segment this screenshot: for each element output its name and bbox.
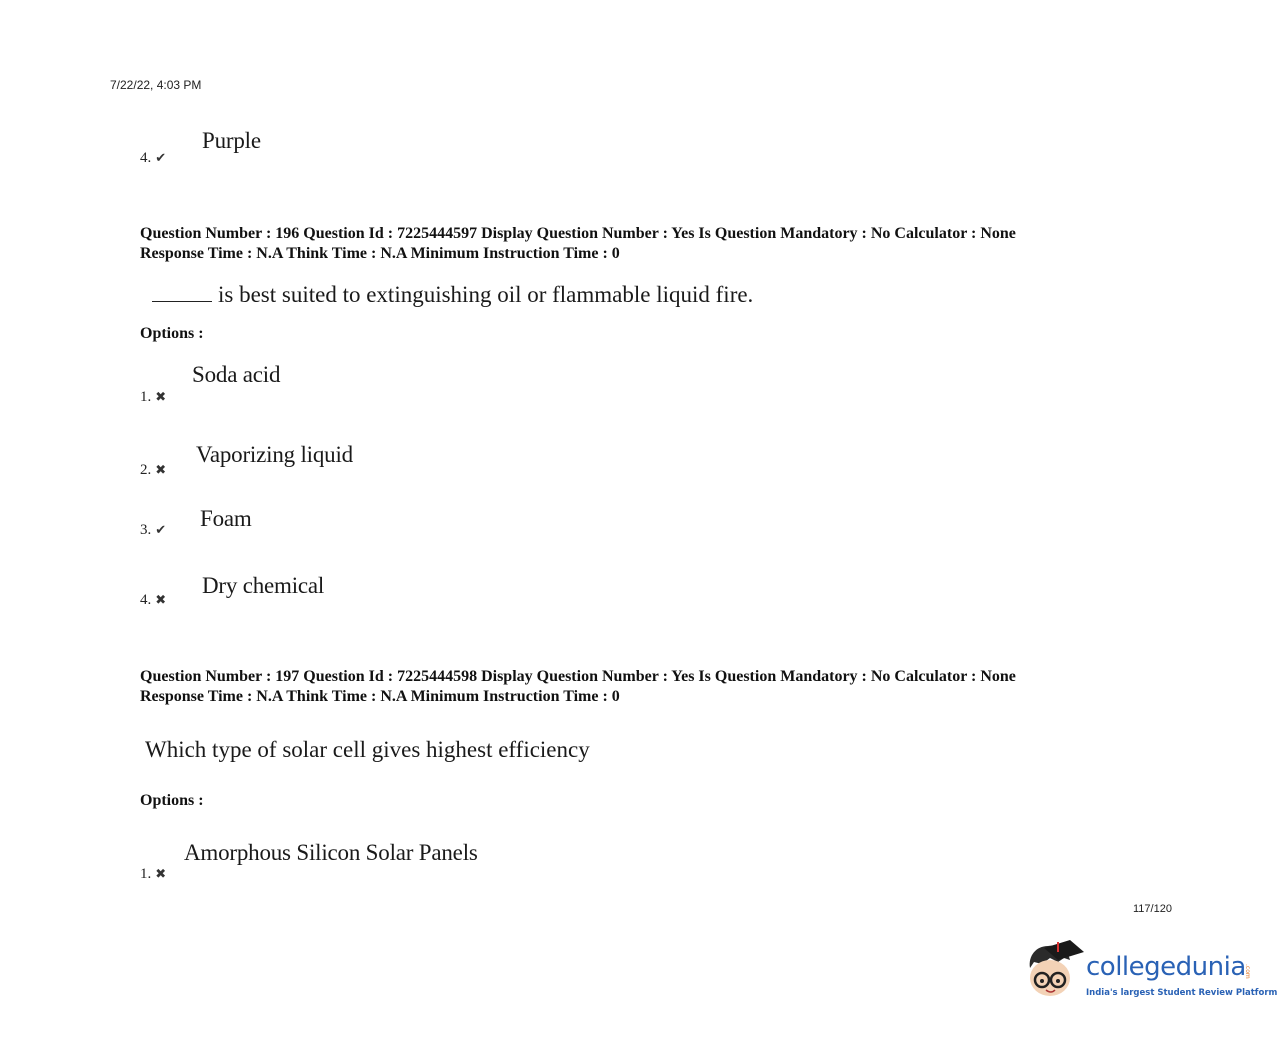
question-meta-line: Response Time : N.A Think Time : N.A Minimum Instruction Time : 0 bbox=[140, 688, 620, 705]
fill-blank bbox=[152, 283, 212, 302]
option-number bbox=[140, 866, 166, 883]
option-index: 2. bbox=[140, 462, 152, 478]
page-number: 117/120 bbox=[1133, 903, 1172, 915]
option-number bbox=[140, 592, 166, 609]
question-text: is best suited to extinguishing oil or flammable liquid fire. bbox=[218, 282, 754, 307]
option-index: 4. bbox=[140, 592, 152, 608]
question-meta-196 bbox=[140, 224, 1016, 264]
mascot-icon bbox=[1024, 938, 1086, 1008]
print-timestamp: 7/22/22, 4:03 PM bbox=[110, 78, 202, 92]
correct-check-icon: ✔ bbox=[155, 151, 167, 166]
logo-wordmark: collegedunia bbox=[1086, 952, 1246, 982]
logo-suffix: .com bbox=[1244, 964, 1251, 979]
wrong-cross-icon: ✖ bbox=[155, 390, 167, 405]
options-label: Options : bbox=[140, 792, 204, 809]
wrong-cross-icon: ✖ bbox=[155, 463, 167, 478]
question-meta-line: Question Number : 196 Question Id : 7225444597 Display Question Number : Yes Is Question Mandatory : No Calculator : None bbox=[140, 225, 1016, 242]
option-index: 1. bbox=[140, 866, 152, 882]
option-number bbox=[140, 389, 166, 406]
option-index: 4. bbox=[140, 150, 152, 166]
wrong-cross-icon: ✖ bbox=[155, 867, 167, 882]
question-text-197: Which type of solar cell gives highest efficiency bbox=[145, 737, 590, 762]
option-number bbox=[140, 462, 166, 479]
collegedunia-logo bbox=[1024, 938, 1278, 1008]
option-text: Soda acid bbox=[192, 362, 281, 387]
question-meta-line: Response Time : N.A Think Time : N.A Minimum Instruction Time : 0 bbox=[140, 245, 620, 262]
logo-tagline: India's largest Student Review Platform bbox=[1086, 988, 1278, 998]
option-number bbox=[140, 150, 166, 167]
question-text-196 bbox=[152, 282, 753, 308]
wrong-cross-icon: ✖ bbox=[155, 593, 167, 608]
correct-check-icon: ✔ bbox=[155, 523, 167, 538]
option-text: Purple bbox=[202, 128, 261, 153]
option-text: Foam bbox=[200, 506, 252, 531]
option-index: 1. bbox=[140, 389, 152, 405]
options-label: Options : bbox=[140, 325, 204, 342]
option-text: Dry chemical bbox=[202, 573, 325, 598]
option-number bbox=[140, 522, 166, 539]
question-meta-197 bbox=[140, 667, 1016, 707]
option-index: 3. bbox=[140, 522, 152, 538]
option-text: Amorphous Silicon Solar Panels bbox=[184, 840, 478, 865]
option-text: Vaporizing liquid bbox=[196, 442, 353, 467]
question-meta-line: Question Number : 197 Question Id : 7225444598 Display Question Number : Yes Is Question Mandatory : No Calculator : None bbox=[140, 668, 1016, 685]
